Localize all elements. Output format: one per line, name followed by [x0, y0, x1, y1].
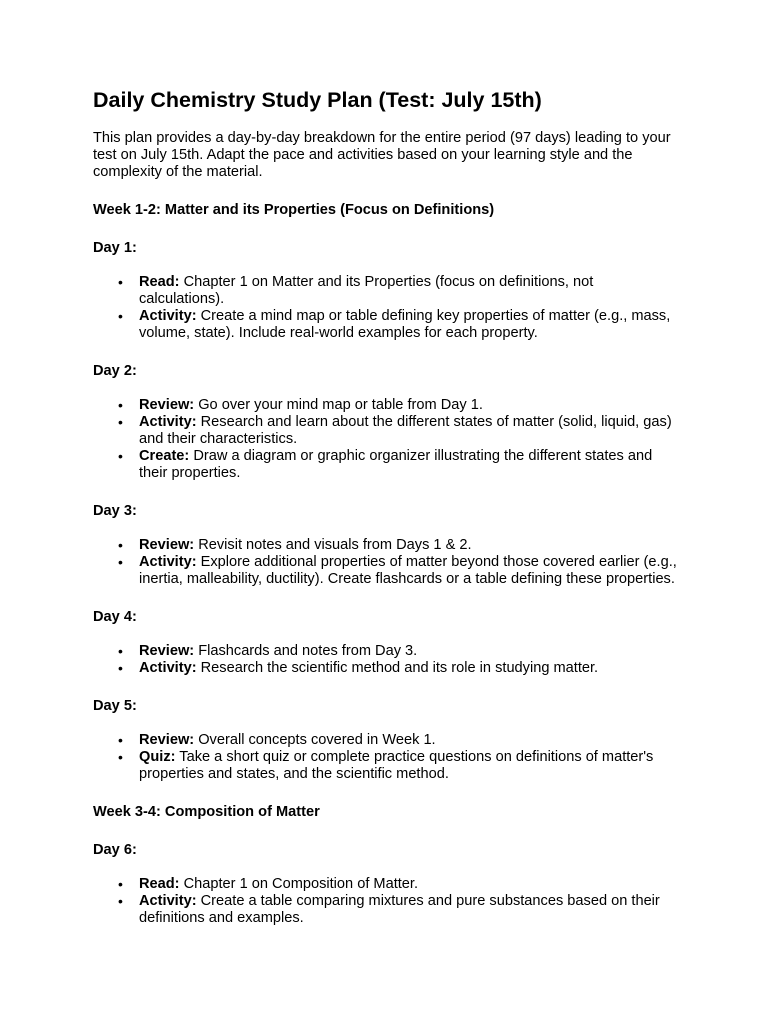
- item-label: Quiz:: [139, 749, 176, 765]
- item-label: Activity:: [139, 660, 197, 676]
- item-label: Review:: [139, 397, 195, 413]
- list-item: [118, 876, 679, 893]
- day-2-list: [93, 397, 688, 482]
- item-text: Overall concepts covered in Week 1.: [194, 732, 436, 748]
- bullet-icon: •: [118, 732, 123, 748]
- item-text: Take a short quiz or complete practice questions on definitions of matter's properties and states, and the scientific method.: [139, 749, 654, 782]
- item-text: Create a table comparing mixtures and pure substances based on their definitions and examples.: [139, 893, 660, 926]
- item-text: Chapter 1 on Composition of Matter.: [179, 876, 419, 892]
- item-label: Activity:: [139, 893, 197, 909]
- item-text: Flashcards and notes from Day 3.: [194, 643, 418, 659]
- item-label: Review:: [139, 643, 195, 659]
- list-item: [118, 554, 679, 588]
- bullet-icon: •: [118, 414, 123, 430]
- list-item: [118, 643, 679, 660]
- list-item: [118, 274, 679, 308]
- bullet-icon: •: [118, 308, 123, 324]
- day-1-list: [93, 274, 688, 342]
- day-2-heading: Day 2:: [93, 363, 137, 379]
- item-label: Activity:: [139, 554, 197, 570]
- item-label: Review:: [139, 732, 195, 748]
- day-3-list: [93, 537, 688, 588]
- bullet-icon: •: [118, 274, 123, 290]
- bullet-icon: •: [118, 749, 123, 765]
- bullet-icon: •: [118, 660, 123, 676]
- item-text: Chapter 1 on Matter and its Properties (focus on definitions, not calculations).: [139, 274, 594, 307]
- day-4-heading: Day 4:: [93, 609, 137, 625]
- item-label: Read:: [139, 876, 180, 892]
- day-6-list: [93, 876, 688, 927]
- list-item: [118, 414, 679, 448]
- bullet-icon: •: [118, 643, 123, 659]
- bullet-icon: •: [118, 397, 123, 413]
- list-item: [118, 308, 679, 342]
- item-label: Activity:: [139, 414, 197, 430]
- day-3-heading: Day 3:: [93, 503, 137, 519]
- day-6-heading: Day 6:: [93, 842, 137, 858]
- list-item: [118, 537, 679, 554]
- week-3-4-heading: Week 3-4: Composition of Matter: [93, 804, 320, 820]
- bullet-icon: •: [118, 876, 123, 892]
- bullet-icon: •: [118, 448, 123, 464]
- list-item: [118, 448, 679, 482]
- list-item: [118, 749, 679, 783]
- item-label: Read:: [139, 274, 180, 290]
- bullet-icon: •: [118, 537, 123, 553]
- bullet-icon: •: [118, 893, 123, 909]
- day-1-heading: Day 1:: [93, 240, 137, 256]
- item-text: Explore additional properties of matter beyond those covered earlier (e.g., inertia, malleability, ductility). Create flashcards or a table defining these properties.: [139, 554, 677, 587]
- list-item: [118, 732, 679, 749]
- list-item: [118, 660, 679, 677]
- day-4-list: [93, 643, 688, 677]
- day-5-list: [93, 732, 688, 783]
- item-text: Research and learn about the different states of matter (solid, liquid, gas) and their characteristics.: [139, 414, 672, 447]
- item-text: Revisit notes and visuals from Days 1 & 2.: [194, 537, 472, 553]
- item-label: Create:: [139, 448, 190, 464]
- list-item: [118, 397, 679, 414]
- item-label: Review:: [139, 537, 195, 553]
- week-1-2-heading: Week 1-2: Matter and its Properties (Focus on Definitions): [93, 202, 495, 218]
- day-5-heading: Day 5:: [93, 698, 137, 714]
- item-text: Create a mind map or table defining key properties of matter (e.g., mass, volume, state). Include real-world examples for each property.: [139, 308, 671, 341]
- item-text: Research the scientific method and its role in studying matter.: [196, 660, 599, 676]
- item-text: Go over your mind map or table from Day 1.: [194, 397, 483, 413]
- bullet-icon: •: [118, 554, 123, 570]
- page-title: Daily Chemistry Study Plan (Test: July 15th): [93, 88, 542, 112]
- list-item: [118, 893, 679, 927]
- intro-paragraph: This plan provides a day-by-day breakdown for the entire period (97 days) leading to your test on July 15th. Adapt the pace and activities based on your learning style and the complexity of the material.: [93, 130, 671, 180]
- item-text: Draw a diagram or graphic organizer illustrating the different states and their properties.: [139, 448, 653, 481]
- item-label: Activity:: [139, 308, 197, 324]
